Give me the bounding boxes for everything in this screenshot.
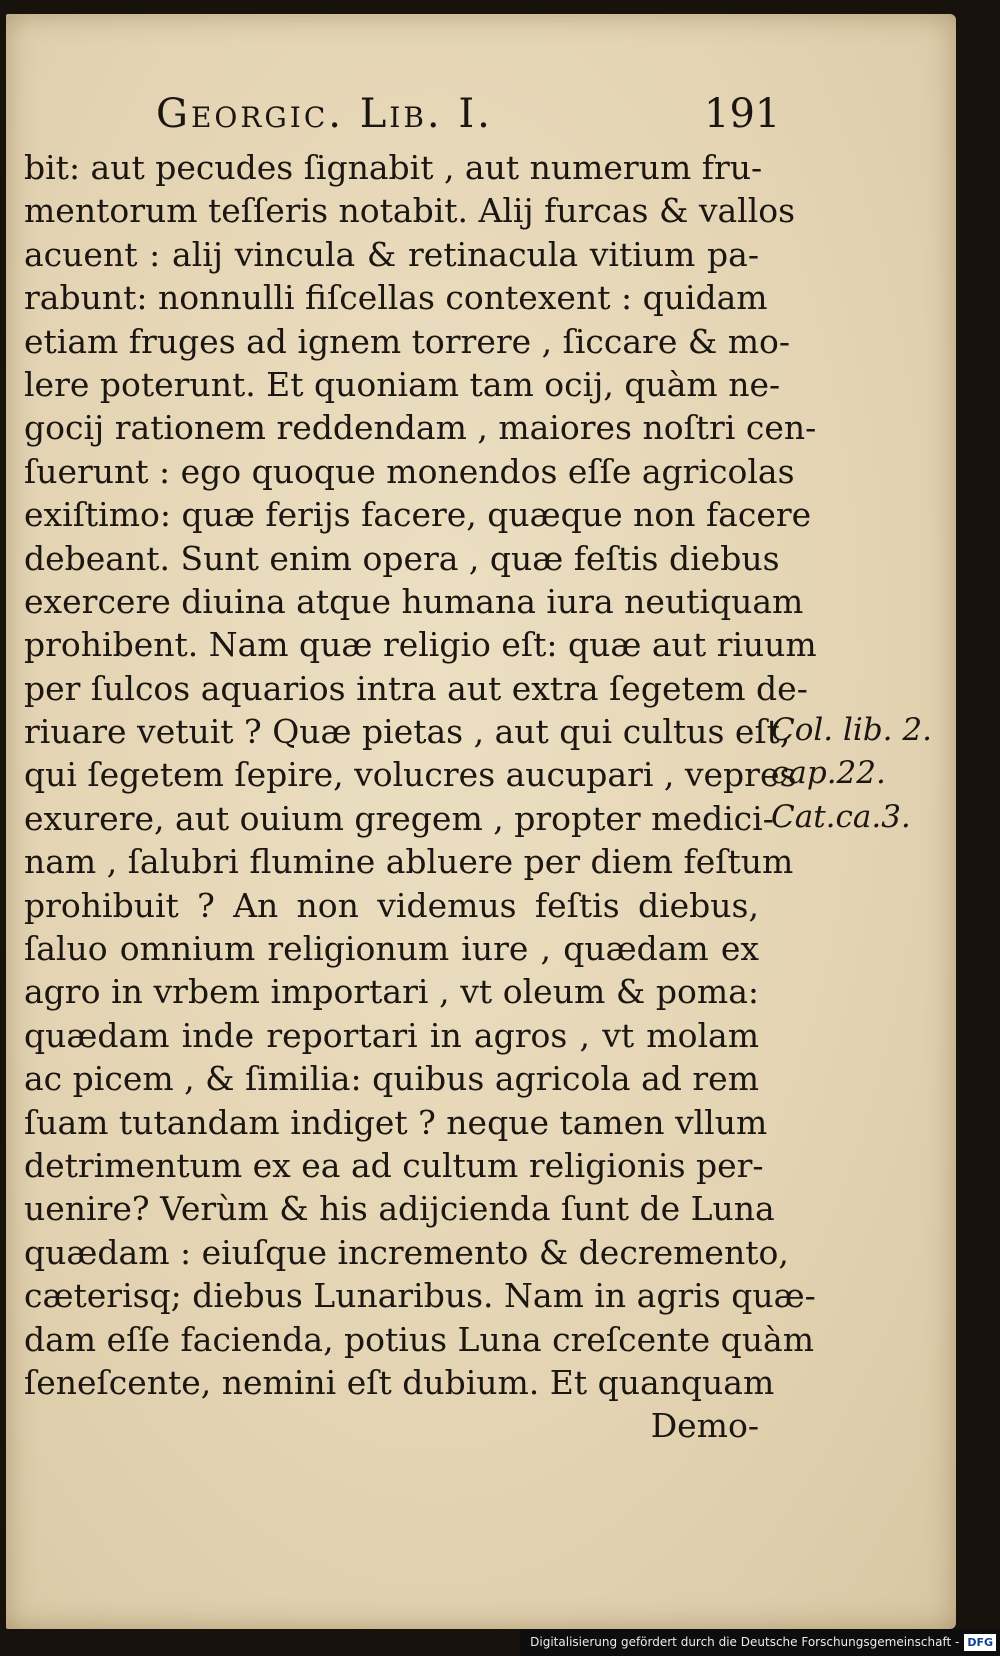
book-page xyxy=(6,14,956,1629)
text-line: ſuam tutandam indiget ? neque tamen vllum xyxy=(24,1102,768,1142)
marginal-note: Col. lib. 2. xyxy=(771,712,932,748)
text-line: debeant. Sunt enim opera , quæ feſtis diebus xyxy=(24,538,780,578)
text-line: nam , ſalubri flumine abluere per diem feſtum xyxy=(24,842,794,882)
text-line: exiſtimo: quæ ferijs facere, quæque non facere xyxy=(24,495,812,535)
marginal-note: Cat.ca.3. xyxy=(771,798,911,835)
text-line: prohibent. Nam quæ religio eſt: quæ aut riuum xyxy=(24,625,817,665)
page-header xyxy=(6,84,956,144)
text-line: quædam inde reportari in agros , vt molam xyxy=(24,1015,759,1055)
text-line: exercere diuina atque humana iura neutiquam xyxy=(24,581,804,621)
text-line: ſaluo omnium religionum iure , quædam ex xyxy=(24,929,759,969)
text-line: ac picem , & ſimilia: quibus agricola ad rem xyxy=(24,1059,759,1099)
text-line: ſuerunt : ego quoque monendos eſſe agricolas xyxy=(24,451,795,491)
text-line: riuare vetuit ? Quæ pietas , aut qui cultus eſt, xyxy=(24,712,791,752)
text-line: mentorum teſſeris notabit. Alij furcas & vallos xyxy=(24,191,796,231)
marginal-notes xyxy=(771,709,932,839)
catchword: Demo- xyxy=(650,1406,759,1446)
dfg-logo: DFG xyxy=(964,1634,996,1651)
text-line: ſeneſcente, nemini eſt dubium. Et quanquam xyxy=(24,1362,775,1402)
text-line: acuent : alij vincula & retinacula vitium pa- xyxy=(24,234,759,274)
footer-credit: Digitalisierung gefördert durch die Deutsche Forschungsgemeinschaft - xyxy=(530,1635,960,1649)
text-line: gocij rationem reddendam , maiores noſtri cen- xyxy=(24,408,817,448)
text-line: uenire? Verùm & his adijcienda ſunt de Luna xyxy=(24,1189,775,1229)
text-line: detrimentum ex ea ad cultum religionis per- xyxy=(24,1145,764,1185)
text-line: dam eſſe facienda, potius Luna creſcente quàm xyxy=(24,1319,815,1359)
text-line: bit: aut pecudes ſignabit , aut numerum fru- xyxy=(24,148,763,187)
body-text xyxy=(24,146,817,1448)
page-number: 191 xyxy=(704,91,781,137)
running-head: Georgic. Lib. I. xyxy=(156,91,493,137)
text-line: agro in vrbem importari , vt oleum & poma: xyxy=(24,972,759,1012)
footer-bar xyxy=(520,1629,1000,1656)
text-line: quædam : eiuſque incremento & decremento, xyxy=(24,1232,789,1272)
text-line: exurere, aut ouium gregem , propter medici- xyxy=(24,798,774,838)
text-line: lere poterunt. Et quoniam tam ocij, quàm ne- xyxy=(24,364,781,404)
text-line: prohibuit ? An non videmus feſtis diebus, xyxy=(24,885,759,925)
text-line: rabunt: nonnulli fiſcellas contexent : quidam xyxy=(24,278,768,318)
text-line: qui ſegetem ſepire, volucres aucupari , vepres xyxy=(24,755,797,795)
text-line: etiam fruges ad ignem torrere , ſiccare & mo- xyxy=(24,321,791,361)
marginal-note: cap.22. xyxy=(771,755,886,792)
text-line: cæterisq; diebus Lunaribus. Nam in agris quæ- xyxy=(24,1276,816,1316)
text-line: per ſulcos aquarios intra aut extra ſegetem de- xyxy=(24,668,808,708)
